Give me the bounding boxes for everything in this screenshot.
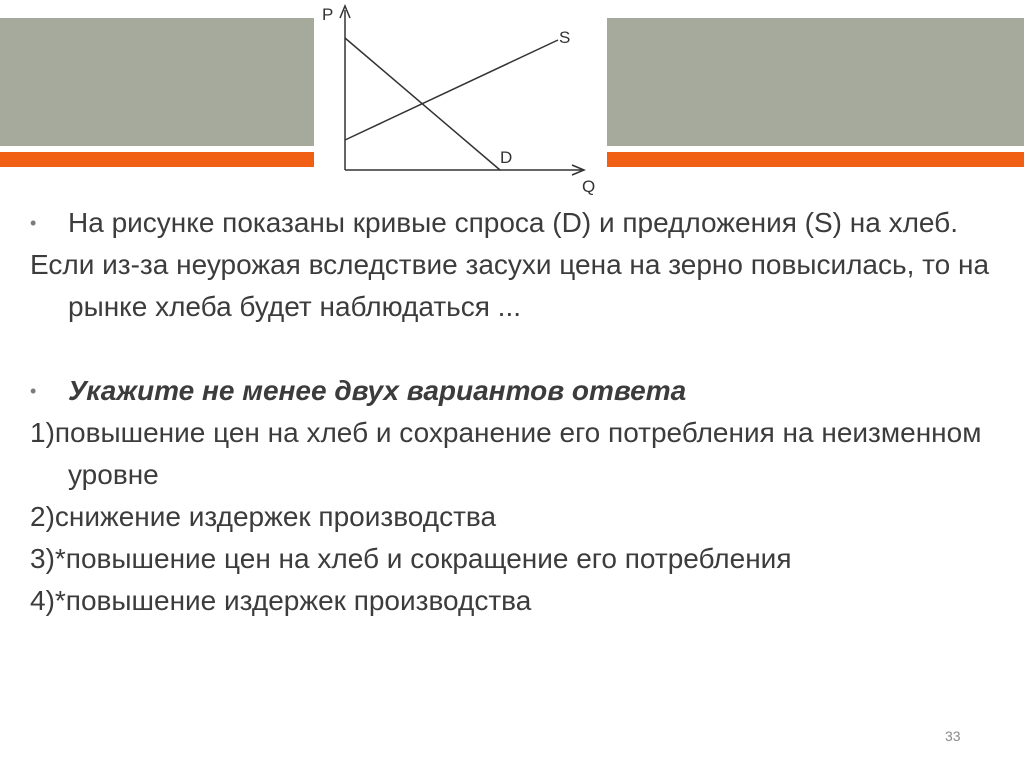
demand-label: D (500, 148, 513, 167)
answer-option-1: 1)повышение цен на хлеб и сохранение его потребления на неизменном уровне (30, 417, 982, 490)
bullet-marker: • (30, 381, 37, 401)
header-orange-stripe-left (0, 152, 314, 167)
page-number: 33 (945, 728, 961, 744)
question-text: Если из-за неурожая вследствие засухи цена на зерно повысилась, то на рынке хлеба будет наблюдаться ... (30, 249, 990, 322)
intro-prefix: На рисунке показаны кривые спроса ( (68, 207, 562, 238)
supply-curve (345, 40, 558, 140)
answer-option-2: 2)снижение издержек производства (30, 501, 497, 532)
axis-label-p: P (322, 5, 334, 24)
answer-option-3: 3)*повышение цен на хлеб и сокращение его потребления (30, 543, 792, 574)
instruction-paragraph (30, 370, 1005, 412)
answer-option-4: 4)*повышение издержек производства (30, 585, 532, 616)
header-gray-band-right (607, 18, 1024, 146)
header-orange-stripe-right (607, 152, 1024, 167)
supply-demand-graph (300, 0, 620, 200)
slide-content (30, 202, 1005, 622)
header-gray-band-left (0, 18, 314, 146)
intro-middle: ) и предложения ( (581, 207, 814, 238)
bullet-marker: • (30, 213, 37, 233)
intro-suffix: ) на хлеб. (832, 207, 959, 238)
axis-label-q: Q (582, 177, 596, 196)
intro-demand-letter: D (561, 207, 582, 238)
instruction-text: Укажите не менее двух вариантов ответа (68, 375, 687, 406)
intro-supply-letter: S (813, 207, 833, 238)
supply-label: S (559, 28, 571, 47)
intro-paragraph (30, 202, 1005, 244)
